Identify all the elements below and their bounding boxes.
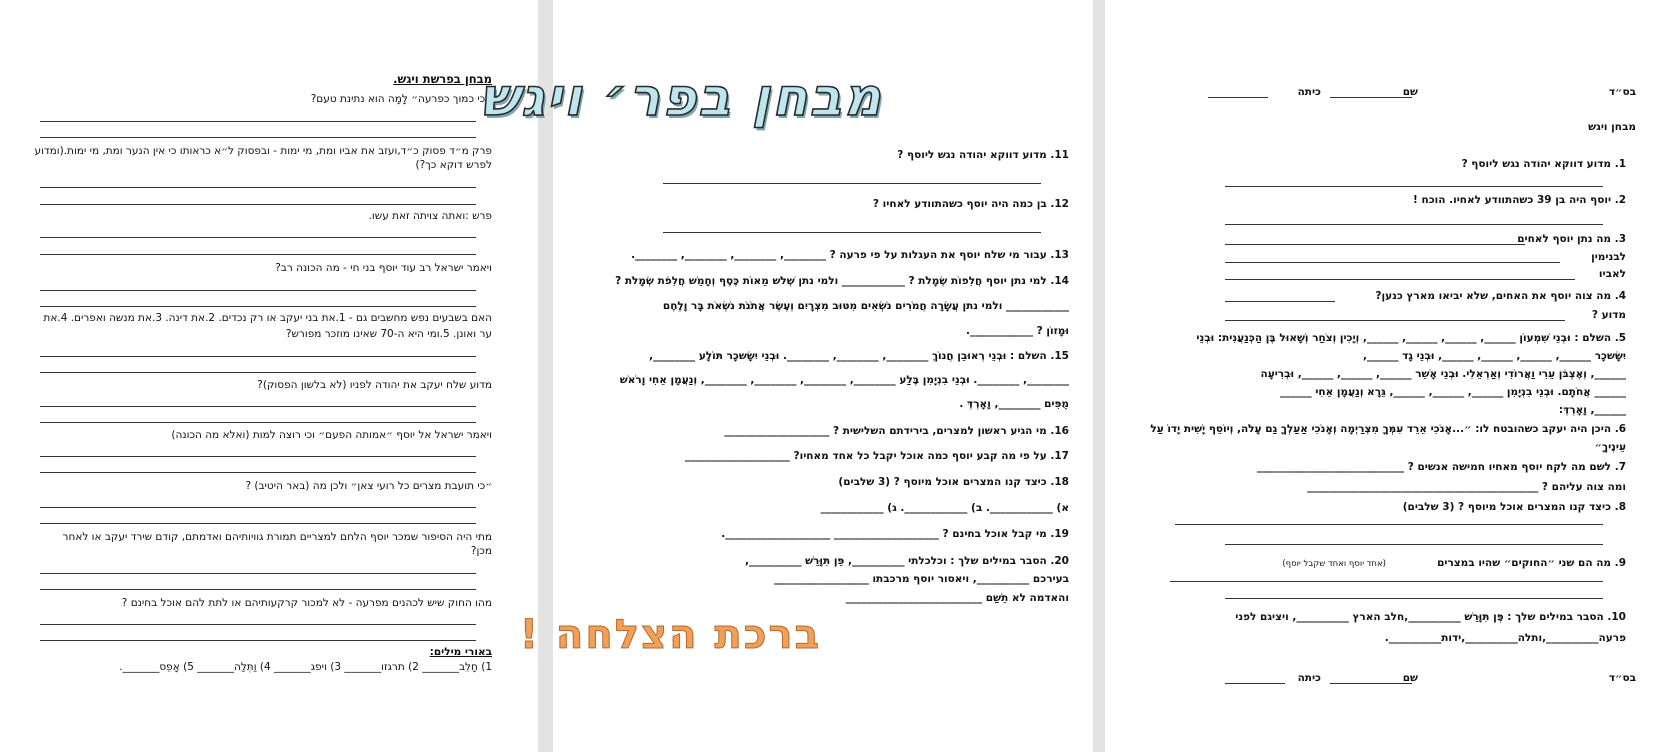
answer-line bbox=[1225, 544, 1603, 545]
question-text: 2. יוסף היה בן 39 כשהתוודע לאחיו. הוכח ! bbox=[1413, 194, 1626, 206]
answer-line bbox=[40, 254, 476, 255]
question-text: 3. מה נתן יוסף לאחים bbox=[1517, 233, 1626, 245]
question-text: לבנימין bbox=[1591, 251, 1626, 263]
question-text: 6. היכן היה יעקב כשהובטח לו: ״...אָנֹכִי אֵרֵד עִמְּךָ מִצְרַיְמָה וְאָנֹכִי אַעַלְךָ גַם עָלֹה, וְיוֹסֵף יָשִׁית יָדוֹ עַל bbox=[1150, 423, 1626, 435]
question-text: 16. מי הגיע ראשון למצרים, בירידתם השלישית ? ____________________ bbox=[724, 425, 1069, 437]
question-text: 4. מה צוה יוסף את האחים, שלא יביאו מארץ כנען? bbox=[1375, 290, 1626, 302]
name-line bbox=[1330, 97, 1412, 98]
question-text: וּמָזוֹן ? ____________. bbox=[965, 325, 1069, 337]
question-text: בעירכם __________, ויאסור יוסף מרכבתו __________________ bbox=[774, 573, 1069, 585]
name-line bbox=[1330, 683, 1412, 684]
class-line bbox=[1208, 97, 1268, 98]
header-class-label: כיתה bbox=[1297, 86, 1321, 98]
question-text: מכן? bbox=[470, 545, 492, 557]
page-title: מבחן בפרשת ויגש. bbox=[393, 72, 492, 86]
page-subtitle: מבחן ויגש bbox=[1588, 121, 1636, 133]
question-text: ______, וָאָרְדְּ: bbox=[1558, 404, 1626, 416]
question-text: ____________ ולמי נתן עֲשָׂרָה חֲמֹרִים נֹשְׂאִים מִטּוּב מִצְרָיִם וְעֶשֶׂר אֲתֹנֹת נֹשְׂאֹת בָּר וָלֶחֶם bbox=[662, 300, 1069, 312]
answer-line bbox=[40, 456, 476, 457]
question-text: ויאמר ישראל אל יוסף ״אמותה הפעם״ וכי רוצה למות (ואלא מה הכונה) bbox=[171, 429, 492, 441]
answer-line bbox=[40, 204, 476, 205]
question-text: מֻפִּים ________, וָאָרְדְּ . bbox=[959, 398, 1069, 410]
question-text: 15. השלם : וּבְנֵי רְאוּבֵן חֲנוֹךְ ________, ________, ________. וּבְנֵי יִשָּׂשכָר תּוֹלָע ________, bbox=[649, 350, 1069, 362]
document-page-right bbox=[1105, 0, 1658, 752]
question-text: א) ____________. ב) ____________. ג) ____________ bbox=[820, 502, 1069, 514]
answer-line bbox=[40, 523, 476, 524]
question-text: ________, ________. וּבְנֵי בִנְיָמִן בֶּלַע ________, ________, ________, ________, וְנַעֲמָן אֵחִי וָרֹאשׁ bbox=[619, 374, 1069, 386]
answer-line bbox=[40, 237, 476, 238]
question-text: 13. עבור מי שלח יוסף את העגלות על פי פרעה ? ________, ________, ________, ________. bbox=[631, 249, 1069, 261]
question-text: מהו החוק שיש לכהנים מפרעה - לא למכור קרקעותיהם או לתת להם אוכל בחינם ? bbox=[121, 597, 492, 609]
answer-line bbox=[40, 589, 476, 590]
answer-line bbox=[663, 232, 1041, 233]
answer-line bbox=[40, 422, 476, 423]
answer-line bbox=[1225, 320, 1565, 321]
question-text: פרק מ״ד פסוק כ״ד,ועזב את אביו ומת, מי ימות - ובפסוק ל״א כראותו כי אין הנער ומת, מי ימות.(ומדוע bbox=[34, 145, 492, 157]
section-heading: באורי מילים: bbox=[429, 646, 492, 658]
answer-line bbox=[40, 573, 476, 574]
question-text: 14. למי נתן יוסף חֲלִפוֹת שְׂמָלֹת ? ____________ ולמי נתן שְׁלֹשׁ מֵאוֹת כֶּסֶף וְחָמֵשׁ חֲלִפֹת שְׂמָלֹת ? bbox=[615, 275, 1069, 287]
answer-line bbox=[40, 121, 476, 122]
question-text: ______, וְאֶצְבֹּן עֵרִי וַאֲרוֹדִי וְאַרְאֵלִי. וּבְנֵי אָשֵׁר ______, ______, ______, וּבְרִיעָה bbox=[1260, 368, 1626, 380]
wordart-title: מבחן בפר׳ ויגש bbox=[480, 68, 883, 128]
question-note: (אחד יוסף ואחד שקבל יוסף) bbox=[1282, 559, 1386, 569]
question-text: מדוע ? bbox=[1591, 309, 1626, 321]
question-text: 12. בן כמה היה יוסף כשהתוודע לאחיו ? bbox=[872, 198, 1069, 210]
question-text: 7. לשם מה לקח יוסף מאחיו חמישה אנשים ? ____________________________ bbox=[1257, 461, 1626, 473]
answer-line bbox=[40, 640, 476, 641]
question-text: לפרש דוקא כך?) bbox=[415, 159, 492, 171]
answer-line bbox=[40, 507, 476, 508]
header-name-label: שם bbox=[1402, 86, 1418, 98]
answer-line bbox=[1225, 244, 1525, 245]
answer-line bbox=[1225, 224, 1603, 225]
word-list: 1) חָלֵב_______ 2) תרגזו_______ 3) ויפג_______ 4) וַתְּלַה_______ 5) אָפֵס_______. bbox=[119, 661, 492, 673]
answer-line bbox=[40, 290, 476, 291]
blessing-wordart: ברכת הצלחה ! bbox=[519, 612, 821, 658]
answer-line bbox=[40, 306, 476, 307]
answer-line bbox=[1170, 581, 1603, 582]
answer-line bbox=[40, 472, 476, 473]
question-text: 19. מי קבל אוכל בחינם ? ____________________ ____________________. bbox=[721, 528, 1069, 540]
answer-line bbox=[40, 187, 476, 188]
answer-line bbox=[1225, 186, 1603, 187]
document-page-left bbox=[0, 0, 538, 752]
question-text: עֵינֶיךָ״ bbox=[1594, 441, 1626, 453]
question-text: 17. על פי מה קבע יוסף כמה אוכל יקבל כל אחד מאחיו? ____________________ bbox=[684, 450, 1069, 462]
question-text: 18. כיצד קנו המצרים אוכל מיוסף ? (3 שלבים) bbox=[838, 476, 1069, 488]
question-text: ״כי תועבת מצרים כל רועי צאן״ ולכן מה (באר היטיב) ? bbox=[245, 480, 492, 492]
question-text: פרעה__________,ותלה__________,ידות__________. bbox=[1384, 632, 1626, 644]
question-text: ויאמר ישראל רב עוד יוסף בני חי - מה הכונה רב? bbox=[275, 262, 492, 274]
header-bsd: בס״ד bbox=[1608, 86, 1636, 98]
footer-class-label: כיתה bbox=[1297, 672, 1321, 684]
question-text: ער ואונן. 5.ומי היא ה-70 שאינו מוזכר מפורש? bbox=[285, 328, 492, 340]
answer-line bbox=[40, 137, 476, 138]
question-text: 9. מה הם שני ״החוקים״ שהיו במצרים bbox=[1437, 557, 1626, 569]
question-text: פרש :ואתה צויתה זאת עשו. bbox=[368, 210, 492, 222]
answer-line bbox=[40, 372, 476, 373]
footer-name-label: שם bbox=[1402, 672, 1418, 684]
question-text: מדוע שלח יעקב את יהודה לפניו (לא בלשון הפסוק)? bbox=[257, 379, 492, 391]
question-text: מתי היה הסיפור שמכר יוסף הלחם למצריים תמורת גוויותיהם ואדמתם, קודם שירד יעקב או לאחר bbox=[62, 531, 492, 543]
footer-bsd: בס״ד bbox=[1608, 672, 1636, 684]
question-text: 8. כיצד קנו המצרים אוכל מיוסף ? (3 שלבים) bbox=[1402, 501, 1626, 513]
question-text: יִשָּׂשכָר ______, ______, ______, ______, וּבְנֵי גָד ______, bbox=[1362, 350, 1626, 362]
question-text: 11. מדוע דווקא יהודה נגש ליוסף ? bbox=[897, 149, 1069, 161]
question-text: האם בשבעים נפש מחשבים גם - 1.את בני יעקב או רק נכדים. 2.את דינה. 3.את מנשה ואפרים. 4.את bbox=[43, 312, 492, 324]
question-text: לאביו bbox=[1598, 268, 1626, 280]
answer-line bbox=[663, 183, 1041, 184]
question-text: והאדמה לא תֵשַׁם __________________________ bbox=[845, 592, 1069, 604]
question-text: 20. הסבר במילים שלך : וכלכלתי __________, פֵּן תִּוָּרֵשׁ __________, bbox=[744, 555, 1069, 567]
question-text: 1. מדוע דווקא יהודה נגש ליוסף ? bbox=[1461, 158, 1626, 170]
answer-line bbox=[1225, 598, 1603, 599]
question-text: ״כי כמוך כפרעה״ לָמָה הוא נתינת טעם? bbox=[310, 93, 492, 105]
answer-line bbox=[1225, 279, 1575, 280]
answer-line bbox=[1225, 301, 1335, 302]
question-text: 10. הסבר במילים שלך : פֶּן תִּוָּרֵשׁ __________,חלב הארץ __________, ויציגם לפני bbox=[1235, 611, 1626, 623]
answer-line bbox=[40, 356, 476, 357]
answer-line bbox=[1175, 524, 1603, 525]
question-text: ומה צוה עליהם ? ____________________________________________ bbox=[1307, 481, 1626, 493]
answer-line bbox=[1225, 262, 1560, 263]
question-text: ______ אֲחֹתָם. וּבְנֵי בִנְיָמִן ______, ______, ______, גֵּרָא וְנַעֲמָן אֵחִי ______ bbox=[1280, 386, 1626, 398]
class-line bbox=[1225, 683, 1285, 684]
question-text: 5. השלם : וּבְנֵי שִׁמְעוֹן ______, ______, ______, ______, וְיָכִין וְצֹחַר וְשָׁאוּל בֶּן הַכְּנַעֲנִית: וּבְנֵי bbox=[1196, 332, 1626, 344]
answer-line bbox=[40, 406, 476, 407]
answer-line bbox=[40, 624, 476, 625]
